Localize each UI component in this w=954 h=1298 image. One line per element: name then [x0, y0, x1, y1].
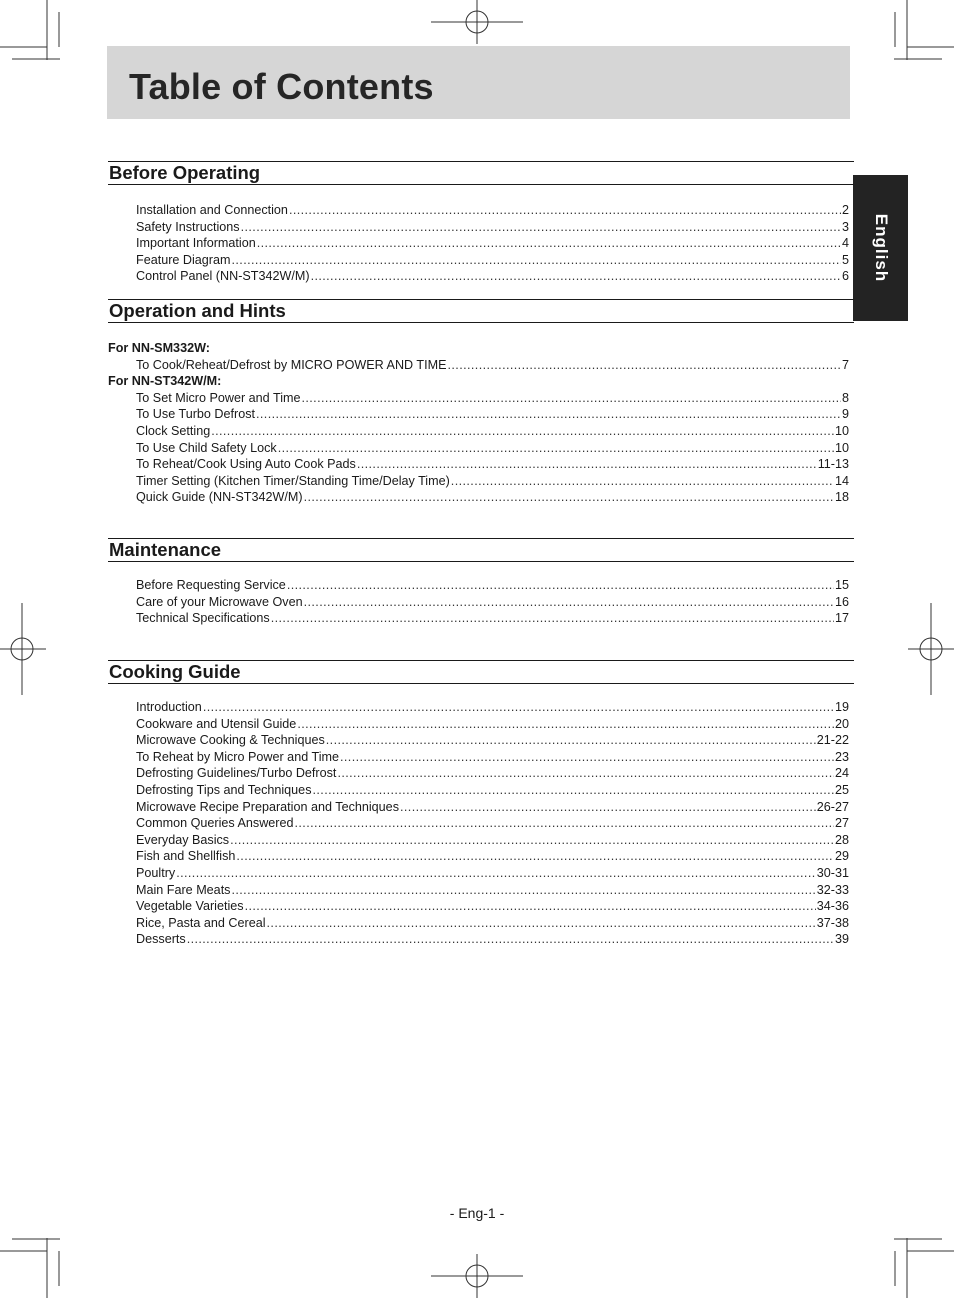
toc-entry-page: 3	[841, 219, 849, 234]
toc-entry	[136, 832, 849, 849]
section-heading: Operation and Hints	[109, 300, 286, 321]
toc-entry-page: 23	[834, 749, 849, 764]
language-tab	[853, 175, 908, 321]
dot-leader	[245, 898, 816, 915]
toc-entry-list	[108, 357, 854, 374]
toc-entry-title: To Use Turbo Defrost	[136, 407, 255, 422]
dot-leader	[340, 749, 834, 766]
section-maintenance	[108, 538, 854, 627]
toc-entry	[136, 815, 849, 832]
toc-entry-page: 21-22	[816, 733, 849, 748]
toc-entry-title: Defrosting Tips and Techniques	[136, 782, 312, 797]
toc-entry-title: Poultry	[136, 865, 176, 880]
dot-leader	[241, 219, 841, 236]
toc-entry-page: 6	[841, 269, 849, 284]
toc-entry	[136, 716, 849, 733]
toc-entry-title: To Set Micro Power and Time	[136, 390, 301, 405]
dot-leader	[313, 782, 834, 799]
section-before-operating	[108, 161, 854, 285]
toc-entry	[136, 765, 849, 782]
toc-entry	[136, 782, 849, 799]
toc-entry	[136, 882, 849, 899]
toc-entry-page: 4	[841, 236, 849, 251]
toc-entry-list	[108, 390, 854, 506]
section-heading-bar	[108, 538, 854, 562]
dot-leader	[267, 915, 816, 932]
toc-entry-title: Rice, Pasta and Cereal	[136, 915, 266, 930]
toc-entry-title: To Cook/Reheat/Defrost by MICRO POWER AND TIME	[136, 357, 447, 372]
toc-entry	[136, 252, 849, 269]
section-cooking-guide	[108, 660, 854, 948]
toc-entry	[136, 406, 849, 423]
dot-leader	[187, 931, 834, 948]
toc-entry-title: Important Information	[136, 236, 256, 251]
toc-entry	[136, 268, 849, 285]
toc-entry-page: 10	[834, 440, 849, 455]
toc-entry-page: 28	[834, 832, 849, 847]
dot-leader	[357, 456, 817, 473]
page-number-footer: - Eng-1 -	[449, 1205, 505, 1221]
section-operation-and-hints	[108, 299, 854, 506]
toc-entry-page: 7	[841, 357, 849, 372]
toc-entry-title: To Reheat by Micro Power and Time	[136, 749, 339, 764]
dot-leader	[231, 882, 815, 899]
toc-entry-page: 16	[834, 594, 849, 609]
model-group-label: For NN-ST342W/M:	[108, 374, 222, 389]
dot-leader	[301, 390, 841, 407]
toc-entry	[136, 577, 849, 594]
toc-entry-page: 14	[834, 473, 849, 488]
section-heading: Before Operating	[109, 162, 261, 183]
toc-entry	[136, 799, 849, 816]
toc-entry-title: Safety Instructions	[136, 219, 240, 234]
toc-entry	[136, 699, 849, 716]
dot-leader	[448, 357, 841, 374]
toc-entry	[136, 931, 849, 948]
toc-entry-page: 37-38	[816, 915, 849, 930]
toc-entry-title: Common Queries Answered	[136, 816, 294, 831]
dot-leader	[297, 716, 834, 733]
toc-entry-page: 30-31	[816, 865, 849, 880]
toc-entry	[136, 473, 849, 490]
toc-entry-title: Vegetable Varieties	[136, 899, 244, 914]
toc-entry	[136, 865, 849, 882]
toc-entry-page: 29	[834, 849, 849, 864]
toc-entry	[136, 489, 849, 506]
toc-entry-page: 25	[834, 782, 849, 797]
language-tab-label: English	[871, 213, 891, 283]
toc-entry-page: 5	[841, 252, 849, 267]
toc-entry-page: 2	[841, 203, 849, 217]
title-band	[107, 46, 850, 119]
toc-entry-title: To Reheat/Cook Using Auto Cook Pads	[136, 457, 356, 472]
dot-leader	[230, 832, 834, 849]
toc-entry	[136, 235, 849, 252]
toc-entry	[136, 610, 849, 627]
toc-entry-page: 26-27	[816, 799, 849, 814]
toc-entry	[136, 898, 849, 915]
toc-entry-title: Before Requesting Service	[136, 578, 286, 592]
toc-entry-title: Main Fare Meats	[136, 882, 231, 897]
toc-entry	[136, 423, 849, 440]
toc-entry-page: 39	[834, 932, 849, 947]
toc-entry-title: Clock Setting	[136, 423, 211, 438]
toc-entry	[136, 390, 849, 407]
dot-leader	[176, 865, 816, 882]
toc-entry-list	[108, 699, 854, 948]
toc-entry-page: 17	[834, 611, 849, 626]
toc-entry	[136, 456, 849, 473]
toc-entry-page: 34-36	[816, 899, 849, 914]
toc-entry-title: Microwave Recipe Preparation and Techniques	[136, 799, 399, 814]
toc-entry	[136, 440, 849, 457]
toc-entry-title: Introduction	[136, 700, 202, 714]
toc-entry-page: 24	[834, 766, 849, 781]
toc-entry-title: Microwave Cooking & Techniques	[136, 733, 325, 748]
toc-entry-page: 15	[834, 578, 849, 592]
toc-entry-list	[108, 202, 854, 285]
dot-leader	[295, 815, 834, 832]
toc-entry	[136, 219, 849, 236]
dot-leader	[451, 473, 834, 490]
dot-leader	[400, 799, 816, 816]
toc-entry-title: Fish and Shellfish	[136, 849, 236, 864]
section-heading: Cooking Guide	[109, 661, 241, 682]
toc-entry-page: 18	[834, 490, 849, 505]
dot-leader	[289, 202, 841, 219]
model-group-label: For NN-SM332W:	[108, 341, 210, 355]
toc-entry-page: 19	[834, 700, 849, 714]
dot-leader	[236, 848, 834, 865]
toc-entry-page: 8	[841, 390, 849, 405]
toc-entry-title: Technical Specifications	[136, 611, 270, 626]
dot-leader	[203, 699, 834, 716]
toc-entry-title: Care of your Microwave Oven	[136, 594, 303, 609]
toc-entry-page: 32-33	[816, 882, 849, 897]
dot-leader	[211, 423, 834, 440]
dot-leader	[271, 610, 834, 627]
section-heading-bar	[108, 161, 854, 185]
toc-entry-page: 10	[834, 423, 849, 438]
dot-leader	[278, 440, 834, 457]
dot-leader	[232, 252, 841, 269]
toc-entry-title: Timer Setting (Kitchen Timer/Standing Time/Delay Time)	[136, 473, 450, 488]
toc-entry	[136, 202, 849, 219]
dot-leader	[304, 489, 834, 506]
section-heading-bar	[108, 299, 854, 323]
toc-entry-page: 27	[834, 816, 849, 831]
toc-entry-page: 20	[834, 716, 849, 731]
toc-entry	[136, 732, 849, 749]
toc-entry-list	[108, 577, 854, 627]
section-heading: Maintenance	[109, 539, 222, 560]
toc-entry-page: 11-13	[817, 457, 849, 472]
toc-entry	[136, 848, 849, 865]
dot-leader	[311, 268, 841, 285]
toc-entry-title: Control Panel (NN-ST342W/M)	[136, 269, 310, 284]
dot-leader	[326, 732, 816, 749]
page-title: Table of Contents	[129, 66, 434, 107]
toc-entry-title: Everyday Basics	[136, 832, 230, 847]
toc-entry-title: Desserts	[136, 932, 186, 947]
dot-leader	[256, 406, 841, 423]
toc-entry-title: Installation and Connection	[136, 203, 288, 217]
toc-entry	[136, 594, 849, 611]
dot-leader	[337, 765, 834, 782]
toc-entry	[136, 915, 849, 932]
toc-entry-title: Defrosting Guidelines/Turbo Defrost	[136, 766, 337, 781]
dot-leader	[257, 235, 841, 252]
toc-entry-title: Feature Diagram	[136, 252, 231, 267]
toc-entry-title: To Use Child Safety Lock	[136, 440, 277, 455]
toc-entry-title: Cookware and Utensil Guide	[136, 716, 297, 731]
toc-entry-page: 9	[841, 407, 849, 422]
dot-leader	[304, 594, 834, 611]
dot-leader	[287, 577, 834, 594]
toc-entry	[136, 357, 849, 374]
toc-entry-title: Quick Guide (NN-ST342W/M)	[136, 490, 303, 505]
toc-entry	[136, 749, 849, 766]
section-heading-bar	[108, 660, 854, 684]
